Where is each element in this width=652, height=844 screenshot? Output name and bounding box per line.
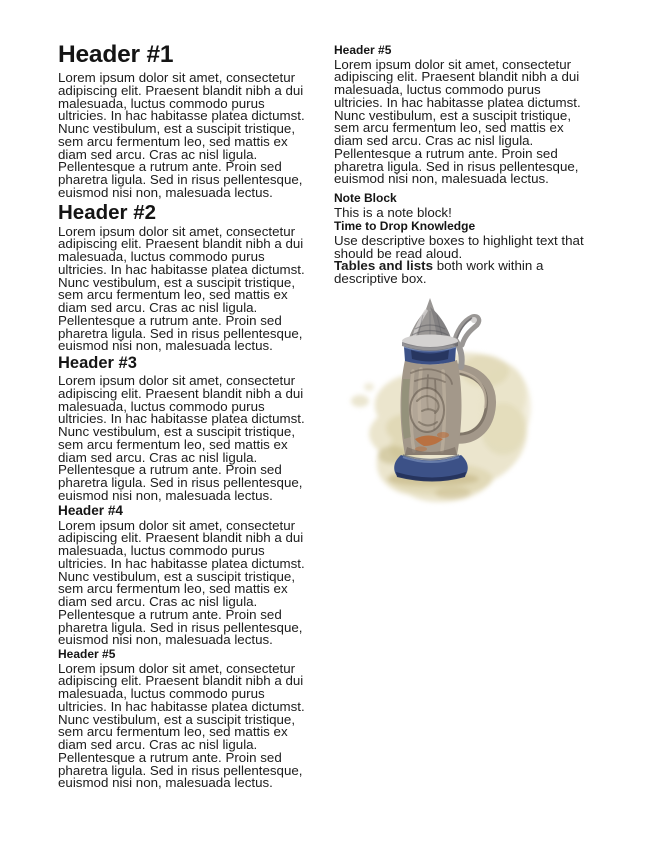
right-column	[334, 43, 591, 519]
body-paragraph: Lorem ipsum dolor sit amet, consectetur adipiscing elit. Praesent blandit nibh a dui malesuada, luctus commodo purus ultricies. In hac habitasse platea dictumst. Nunc vestibulum, est a suscipit tristique, sem arcu fermentum leo, sed mattis ex diam sed arcu. Cras ac nisl ligula. Pellentesque a rutrum ante. Proin sed pharetra ligula. Sed in risus pellentesque, euismod nisi non, malesuada lectus.	[58, 660, 305, 791]
note-block-title: Note Block	[334, 191, 397, 205]
watercolor-dark-spot-bottom	[435, 487, 471, 499]
section-header-4	[58, 504, 309, 648]
section-header-2	[58, 202, 309, 354]
stein-foot	[394, 455, 468, 482]
body-paragraph: Lorem ipsum dolor sit amet, consectetur adipiscing elit. Praesent blandit nibh a dui malesuada, luctus commodo purus ultricies. In hac habitasse platea dictumst. Nunc vestibulum, est a suscipit tristique, sem arcu fermentum leo, sed mattis ex diam sed arcu. Cras ac nisl ligula. Pellentesque a rutrum ante. Proin sed pharetra ligula. Sed in risus pellentesque, euismod nisi non, malesuada lectus.	[334, 56, 581, 187]
stein-illustration-canvas	[333, 289, 588, 519]
section-header-5	[58, 648, 309, 790]
stein-illustration	[333, 289, 591, 519]
tables-note-bold: Tables and lists	[334, 258, 434, 274]
left-column	[58, 42, 309, 790]
heading-level-1: Header #1	[58, 41, 174, 68]
orange-dab-right	[437, 432, 449, 438]
watercolor-speck-left	[351, 395, 369, 407]
body-paragraph: Lorem ipsum dolor sit amet, consectetur adipiscing elit. Praesent blandit nibh a dui malesuada, luctus commodo purus ultricies. In hac habitasse platea dictumst. Nunc vestibulum, est a suscipit tristique, sem arcu fermentum leo, sed mattis ex diam sed arcu. Cras ac nisl ligula. Pellentesque a rutrum ante. Proin sed pharetra ligula. Sed in risus pellentesque, euismod nisi non, malesuada lectus.	[58, 70, 305, 200]
section-header-1	[58, 42, 309, 200]
stein-lid	[402, 298, 458, 351]
body-paragraph: Lorem ipsum dolor sit amet, consectetur adipiscing elit. Praesent blandit nibh a dui malesuada, luctus commodo purus ultricies. In hac habitasse platea dictumst. Nunc vestibulum, est a suscipit tristique, sem arcu fermentum leo, sed mattis ex diam sed arcu. Cras ac nisl ligula. Pellentesque a rutrum ante. Proin sed pharetra ligula. Sed in risus pellentesque, euismod nisi non, malesuada lectus.	[58, 373, 305, 503]
tables-note-rest: both work within a descriptive box.	[334, 258, 544, 286]
stein-body	[401, 360, 462, 455]
watercolor-speck-tiny	[364, 383, 374, 391]
heading-level-2: Header #2	[58, 200, 157, 224]
tables-note	[334, 260, 591, 286]
knowledge-title: Time to Drop Knowledge	[334, 219, 476, 234]
heading-level-4: Header #4	[58, 502, 123, 518]
heading-level-5: Header #5	[334, 43, 392, 57]
heading-level-3: Header #3	[58, 354, 137, 372]
note-block-text: This is a note block!	[334, 204, 452, 220]
body-paragraph: Lorem ipsum dolor sit amet, consectetur adipiscing elit. Praesent blandit nibh a dui malesuada, luctus commodo purus ultricies. In hac habitasse platea dictumst. Nunc vestibulum, est a suscipit tristique, sem arcu fermentum leo, sed mattis ex diam sed arcu. Cras ac nisl ligula. Pellentesque a rutrum ante. Proin sed pharetra ligula. Sed in risus pellentesque, euismod nisi non, malesuada lectus.	[58, 223, 305, 354]
body-paragraph: Lorem ipsum dolor sit amet, consectetur adipiscing elit. Praesent blandit nibh a dui malesuada, luctus commodo purus ultricies. In hac habitasse platea dictumst. Nunc vestibulum, est a suscipit tristique, sem arcu fermentum leo, sed mattis ex diam sed arcu. Cras ac nisl ligula. Pellentesque a rutrum ante. Proin sed pharetra ligula. Sed in risus pellentesque, euismod nisi non, malesuada lectus.	[58, 517, 305, 648]
knowledge-text: Use descriptive boxes to highlight text that should be read aloud.	[334, 232, 584, 261]
section-header-3	[58, 355, 309, 503]
heading-level-5: Header #5	[58, 647, 116, 661]
section-header-5-right	[334, 44, 591, 186]
